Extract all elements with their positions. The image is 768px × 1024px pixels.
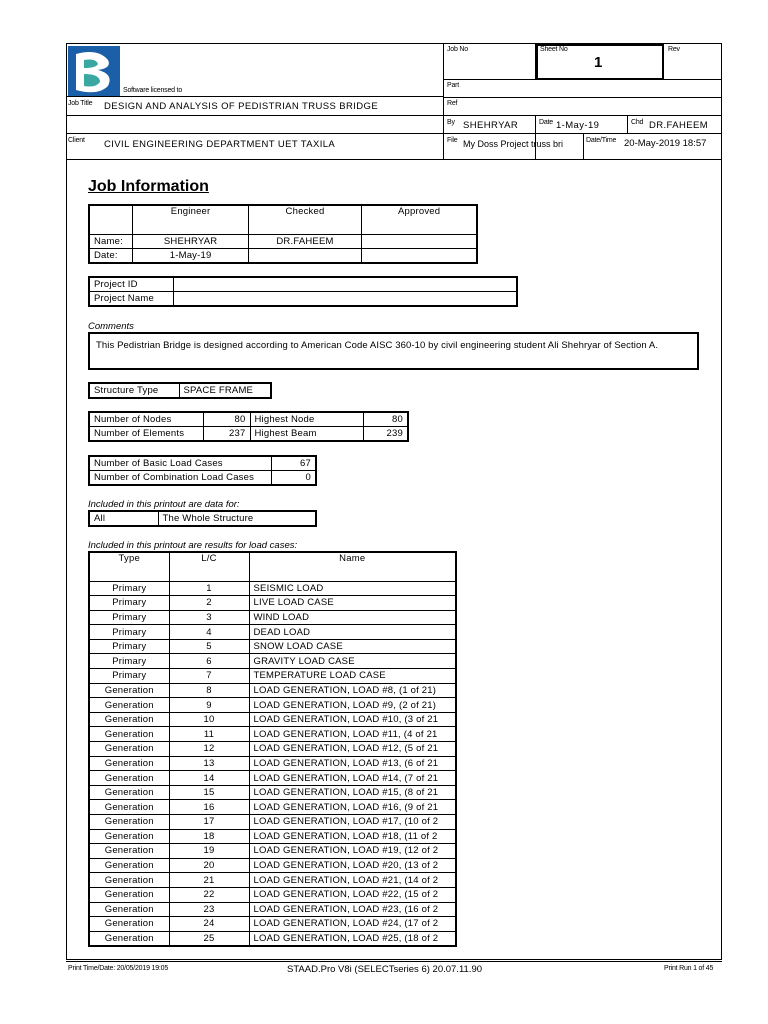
load-case-row [89, 815, 456, 830]
load-case-row [89, 596, 456, 611]
load-case-type: Primary [89, 625, 169, 640]
load-case-row [89, 669, 456, 684]
header-divider [66, 96, 443, 97]
structure-table [88, 382, 272, 399]
load-case-row [89, 931, 456, 946]
name-label: Name: [89, 234, 133, 249]
load-case-row [89, 727, 456, 742]
load-case-lc: 5 [169, 639, 249, 654]
load-case-name: LOAD GENERATION, LOAD #19, (12 of 2 [249, 844, 456, 859]
program-version: STAAD.Pro V8i (SELECTseries 6) 20.07.11.90 [287, 964, 483, 975]
load-case-lc: 23 [169, 902, 249, 917]
load-case-type: Generation [89, 785, 169, 800]
load-case-row [89, 625, 456, 640]
load-case-row [89, 800, 456, 815]
load-case-lc: 8 [169, 683, 249, 698]
client-value: CIVIL ENGINEERING DEPARTMENT UET TAXILA [104, 139, 336, 150]
load-case-row [89, 756, 456, 771]
load-case-row [89, 902, 456, 917]
load-case-name: LOAD GENERATION, LOAD #14, (7 of 21 [249, 771, 456, 786]
load-case-row [89, 829, 456, 844]
counts-table [88, 411, 409, 442]
included-data-col1: All [89, 511, 158, 526]
load-case-lc: 10 [169, 712, 249, 727]
load-case-lc: 2 [169, 596, 249, 611]
load-case-row [89, 712, 456, 727]
load-case-name: SNOW LOAD CASE [249, 639, 456, 654]
load-case-lc: 18 [169, 829, 249, 844]
load-case-type: Generation [89, 756, 169, 771]
client-label: Client [68, 137, 85, 144]
file-value: My Doss Project truss bri [463, 139, 564, 149]
job-information-title: Job Information [88, 178, 209, 195]
load-case-row [89, 581, 456, 596]
load-case-type: Generation [89, 742, 169, 757]
project-id-label: Project ID [89, 277, 173, 292]
load-case-type: Primary [89, 639, 169, 654]
col-checked: Checked [248, 205, 361, 234]
load-case-name: LOAD GENERATION, LOAD #11, (4 of 21 [249, 727, 456, 742]
header-divider [443, 43, 444, 159]
load-case-type: Generation [89, 698, 169, 713]
date-checked [248, 249, 361, 264]
chd-value: DR.FAHEEM [649, 120, 709, 131]
col-approved: Approved [362, 205, 477, 234]
header-divider [627, 115, 628, 133]
load-case-name: SEISMIC LOAD [249, 581, 456, 596]
header-divider [66, 133, 722, 134]
project-name-value [173, 292, 517, 307]
highest-node-label: Highest Node [250, 412, 363, 427]
load-case-name: DEAD LOAD [249, 625, 456, 640]
load-case-name: LOAD GENERATION, LOAD #22, (15 of 2 [249, 887, 456, 902]
by-label: By [447, 119, 455, 126]
footer-divider [66, 961, 722, 962]
load-case-type: Generation [89, 917, 169, 932]
highest-beam-value: 239 [363, 427, 408, 442]
load-case-name: TEMPERATURE LOAD CASE [249, 669, 456, 684]
load-case-type: Generation [89, 829, 169, 844]
load-cases-label: Included in this printout are results for load cases: [88, 540, 298, 551]
included-data-label: Included in this printout are data for: [88, 499, 240, 510]
name-engineer: SHEHRYAR [133, 234, 248, 249]
load-case-type: Generation [89, 902, 169, 917]
by-value: SHEHRYAR [463, 120, 519, 131]
load-case-lc: 3 [169, 610, 249, 625]
load-case-row [89, 698, 456, 713]
ref-label: Ref [447, 100, 458, 107]
highest-node-value: 80 [363, 412, 408, 427]
load-case-type: Primary [89, 610, 169, 625]
load-case-row [89, 639, 456, 654]
load-count-table [88, 455, 317, 486]
load-case-lc: 25 [169, 931, 249, 946]
load-case-type: Generation [89, 712, 169, 727]
load-case-type: Generation [89, 683, 169, 698]
load-case-name: LOAD GENERATION, LOAD #17, (10 of 2 [249, 815, 456, 830]
nodes-label: Number of Nodes [89, 412, 203, 427]
load-case-row [89, 917, 456, 932]
combo-cases-label: Number of Combination Load Cases [89, 471, 271, 486]
load-case-type: Primary [89, 581, 169, 596]
basic-cases-label: Number of Basic Load Cases [89, 456, 271, 471]
elements-value: 237 [203, 427, 250, 442]
rev-label: Rev [668, 46, 680, 53]
load-case-lc: 4 [169, 625, 249, 640]
load-case-name: LOAD GENERATION, LOAD #21, (14 of 2 [249, 873, 456, 888]
name-approved [362, 234, 477, 249]
load-case-row [89, 873, 456, 888]
load-case-type: Primary [89, 654, 169, 669]
load-case-row [89, 610, 456, 625]
print-run: Print Run 1 of 45 [664, 965, 714, 972]
load-case-type: Generation [89, 858, 169, 873]
date-engineer: 1-May-19 [133, 249, 248, 264]
header-divider [66, 115, 722, 116]
header-divider [583, 133, 584, 159]
combo-cases-value: 0 [271, 471, 316, 486]
load-case-type: Generation [89, 727, 169, 742]
job-info-corner [89, 205, 133, 234]
load-case-lc: 24 [169, 917, 249, 932]
load-case-lc: 22 [169, 887, 249, 902]
load-case-name: WIND LOAD [249, 610, 456, 625]
load-case-lc: 20 [169, 858, 249, 873]
included-data-col2: The Whole Structure [158, 511, 316, 526]
sheet-no-label: Sheet No [540, 46, 568, 53]
software-licensed-label: Software licensed to [123, 87, 183, 94]
load-case-lc: 16 [169, 800, 249, 815]
basic-cases-value: 67 [271, 456, 316, 471]
load-case-name: LIVE LOAD CASE [249, 596, 456, 611]
included-data-table [88, 510, 317, 527]
header-divider [535, 115, 536, 159]
load-case-type: Generation [89, 815, 169, 830]
structure-type-value: SPACE FRAME [179, 383, 271, 398]
load-case-lc: 7 [169, 669, 249, 684]
load-case-lc: 12 [169, 742, 249, 757]
structure-type-label: Structure Type [89, 383, 179, 398]
load-case-row [89, 844, 456, 859]
load-case-row [89, 785, 456, 800]
sheet-no-value: 1 [594, 54, 603, 71]
job-info-table [88, 204, 478, 264]
load-case-type: Generation [89, 887, 169, 902]
load-case-type: Primary [89, 596, 169, 611]
load-case-row [89, 887, 456, 902]
load-case-name: LOAD GENERATION, LOAD #24, (17 of 2 [249, 917, 456, 932]
project-name-label: Project Name [89, 292, 173, 307]
load-case-type: Generation [89, 873, 169, 888]
date-value: 1-May-19 [556, 120, 600, 131]
chd-label: Chd [631, 119, 644, 126]
load-case-name: LOAD GENERATION, LOAD #9, (2 of 21) [249, 698, 456, 713]
load-case-name: LOAD GENERATION, LOAD #8, (1 of 21) [249, 683, 456, 698]
load-case-lc: 14 [169, 771, 249, 786]
date-label-row: Date: [89, 249, 133, 264]
load-case-name: LOAD GENERATION, LOAD #23, (16 of 2 [249, 902, 456, 917]
load-case-name: LOAD GENERATION, LOAD #18, (11 of 2 [249, 829, 456, 844]
print-time: Print Time/Date: 20/05/2019 19:05 [68, 965, 169, 972]
date-approved [362, 249, 477, 264]
load-case-lc: 19 [169, 844, 249, 859]
load-case-type: Generation [89, 800, 169, 815]
load-case-lc: 15 [169, 785, 249, 800]
load-case-name: LOAD GENERATION, LOAD #10, (3 of 21 [249, 712, 456, 727]
load-case-lc: 17 [169, 815, 249, 830]
load-case-lc: 6 [169, 654, 249, 669]
col-lc: L/C [169, 552, 249, 581]
load-case-type: Primary [89, 669, 169, 684]
col-engineer: Engineer [133, 205, 248, 234]
datetime-label: Date/Time [586, 137, 617, 144]
load-case-lc: 21 [169, 873, 249, 888]
highest-beam-label: Highest Beam [250, 427, 363, 442]
load-case-name: LOAD GENERATION, LOAD #15, (8 of 21 [249, 785, 456, 800]
load-case-lc: 9 [169, 698, 249, 713]
elements-label: Number of Elements [89, 427, 203, 442]
project-id-value [173, 277, 517, 292]
load-case-name: LOAD GENERATION, LOAD #16, (9 of 21 [249, 800, 456, 815]
load-case-name: LOAD GENERATION, LOAD #20, (13 of 2 [249, 858, 456, 873]
comments-box: This Pedistrian Bridge is designed according to American Code AISC 360-10 by civil engineering student Ali Shehryar of Section A. [88, 332, 699, 370]
nodes-value: 80 [203, 412, 250, 427]
bentley-logo-icon [68, 46, 120, 96]
load-case-row [89, 858, 456, 873]
job-no-label: Job No [447, 46, 468, 53]
date-label: Date [539, 119, 553, 126]
load-case-name: LOAD GENERATION, LOAD #13, (6 of 21 [249, 756, 456, 771]
load-case-lc: 11 [169, 727, 249, 742]
name-checked: DR.FAHEEM [248, 234, 361, 249]
load-case-name: GRAVITY LOAD CASE [249, 654, 456, 669]
load-case-type: Generation [89, 844, 169, 859]
load-case-row [89, 654, 456, 669]
col-type: Type [89, 552, 169, 581]
load-cases-table [88, 551, 457, 947]
load-case-type: Generation [89, 931, 169, 946]
load-case-row [89, 771, 456, 786]
load-case-lc: 1 [169, 581, 249, 596]
job-title-label: Job Title [68, 100, 93, 107]
file-label: File [447, 137, 458, 144]
col-name: Name [249, 552, 456, 581]
load-case-name: LOAD GENERATION, LOAD #12, (5 of 21 [249, 742, 456, 757]
load-case-type: Generation [89, 771, 169, 786]
datetime-value: 20-May-2019 18:57 [624, 138, 707, 149]
header-divider [66, 159, 722, 160]
part-label: Part [447, 82, 460, 89]
header-divider [443, 97, 722, 98]
load-case-row [89, 683, 456, 698]
load-case-name: LOAD GENERATION, LOAD #25, (18 of 2 [249, 931, 456, 946]
load-case-lc: 13 [169, 756, 249, 771]
load-case-row [89, 742, 456, 757]
comments-label: Comments [88, 321, 134, 332]
job-title-value: DESIGN AND ANALYSIS OF PEDISTRIAN TRUSS BRIDGE [104, 101, 379, 112]
project-table [88, 276, 518, 307]
